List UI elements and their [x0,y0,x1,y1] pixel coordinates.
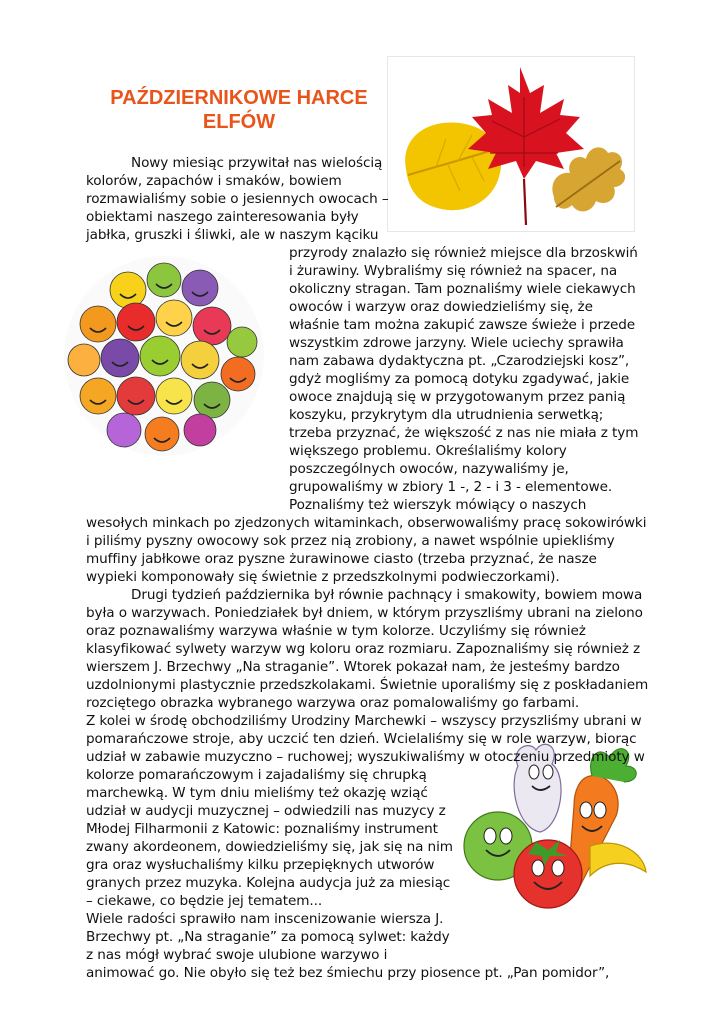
text-line: uzdolnionymi plastycznie przedszkolakami. Świetnie uporaliśmy się z poskładaniem [86,677,649,693]
text-line: Drugi tydzień października był równie pachnący i smakowity, bowiem mowa [131,587,643,603]
text-line: granych przez muzyka. Kolejna audycja już za miesiąc [86,875,451,891]
text-line: owoce znajdują się w przygotowanym przez panią [289,389,626,405]
text-line: udział w zabawie muzyczno – ruchowej; wyszukiwaliśmy w otoczeniu przedmioty w [86,749,645,765]
text-line: poszczególnych owoców, nazywaliśmy je, [289,461,569,477]
page-title [100,86,378,134]
tomato-icon [514,840,582,908]
fruit-ball-image [58,250,270,462]
text-line: pomarańczowe stroje, aby uczcić ten dzień. Wcielaliśmy się w role warzyw, biorąc [86,731,637,747]
text-line: muffiny jabłkowe oraz pyszne żurawinowe ciasto (trzeba przyznać, że nasze [86,551,597,567]
text-line: nam zabawa dydaktyczna pt. „Czarodziejski kosz”, [289,353,630,369]
text-line: gdyż mogliśmy za pomocą dotyku zgadywać, jakie [289,371,630,387]
page-title-line-1: PAŹDZIERNIKOWE HARCE [110,87,368,109]
text-line: jabłka, gruszki i śliwki, ale w naszym kąciku [86,227,379,243]
text-line: wesołych minkach po zjedzonych witaminkach, obserwowaliśmy pracę sokowirówki [86,515,647,531]
text-line: właśnie tam można zakupić zawsze świeże i przede [289,317,636,333]
text-line: oraz poznawaliśmy warzywa właśnie w tym kolorze. Uczyliśmy się również [86,623,586,639]
banana-icon [590,843,646,876]
text-line: Nowy miesiąc przywitał nas wielością [131,155,383,171]
oak-leaf-icon [552,147,625,211]
text-line: wszystkim zdrowe jarzyny. Wiele uciechy sprawiła [289,335,624,351]
text-line: Wiele radości sprawiło nam inscenizowanie wiersza J. [86,911,444,927]
text-line: większego problemu. Określaliśmy kolory [289,443,567,459]
text-line: rozciętego obrazka wybranego warzywa oraz pomalowaliśmy go farbami. [86,695,580,711]
text-line: była o warzywach. Poniedziałek był dniem, w którym przyszliśmy ubrani na zielono [86,605,643,621]
text-line: gra oraz wysłuchaliśmy kilku przepięknych utworów [86,857,435,873]
text-line: kolorów, zapachów i smaków, bowiem [86,173,342,189]
text-line: wierszem J. Brzechwy „Na straganie”. Wtorek pokazał nam, że jesteśmy bardzo [86,659,620,675]
text-line: z nas mógł wybrać swoje ulubione warzywo i [86,947,388,963]
text-line: zwany akordeonem, dowiedzieliśmy się, jak się na nim [86,839,453,855]
text-line: udział w audycji muzycznej – odwiedzili nas muzycy z [86,803,446,819]
smiling-fruits-illustration [58,250,270,462]
text-line: przyrody znalazło się również miejsce dla brzoskwiń [289,245,638,261]
autumn-leaves-image [387,56,635,232]
text-line: owoców i warzyw oraz dowiedzieliśmy się, że [289,299,593,315]
text-line: klasyfikować sylwety warzyw wg koloru oraz rozmiaru. Zapoznaliśmy się również z [86,641,641,657]
text-line: trzeba przyznać, że większość z nas nie miała z tym [289,425,639,441]
text-line: okoliczny stragan. Tam poznaliśmy wiele ciekawych [289,281,636,297]
text-line: Młodej Filharmonii z Katowic: poznaliśmy instrument [86,821,438,837]
text-line: – ciekawe, co będzie jej tematem... [86,893,323,909]
text-line: Brzechwy pt. „Na straganie” za pomocą sylwet: każdy [86,929,450,945]
text-line: i żurawiny. Wybraliśmy się również na spacer, na [289,263,618,279]
page-title-line-2: ELFÓW [202,111,276,133]
text-line: marchewką. W tym dniu mieliśmy też okazję wziąć [86,785,428,801]
text-line: Z kolei w środę obchodziliśmy Urodziny Marchewki – wszyscy przyszliśmy ubrani w [86,713,642,729]
text-line: Poznaliśmy też wierszyk mówiący o naszych [289,497,587,513]
autumn-leaves-illustration [388,57,634,231]
text-line: koszyku, przykrytym dla utrudnienia serwetką; [289,407,604,423]
text-line: kolorze pomarańczowym i zajadaliśmy się chrupką [86,767,427,783]
text-line: i piliśmy pyszny owocowy sok przez nią zrobiony, a nawet wspólnie upiekliśmy [86,533,615,549]
text-line: obiektami naszego zainteresowania były [86,209,359,225]
text-line: grupowaliśmy w zbiory 1 -, 2 - i 3 - elementowe. [289,479,613,495]
text-line: rozmawialiśmy sobie o jesiennych owocach – [86,191,389,207]
text-line: wypieki komponowały się świetnie z przedszkolnymi podwieczorkami). [86,569,560,585]
text-line: animować go. Nie obyło się też bez śmiechu przy piosence pt. „Pan pomidor”, [86,965,610,981]
